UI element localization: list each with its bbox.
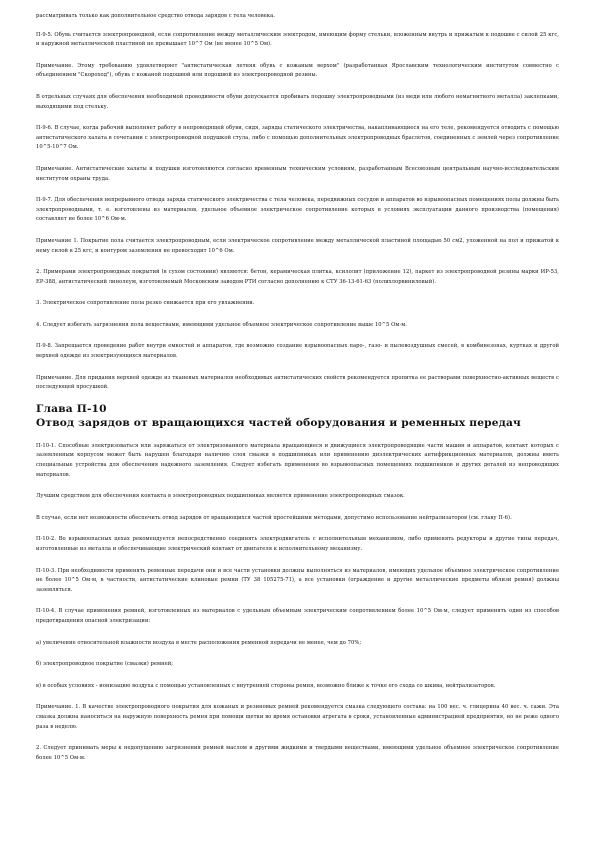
paragraph: В отдельных случаях для обеспечения необходимой проводимости обуви допускается пробивать подошву электропроводными (из меди или любого немагнитного металла) заклепками, выходящими под стельку. [36, 93, 559, 110]
paragraph: Примечание 1. Покрытие пола считается электропроводным, если электрическое сопротивление между металлической пластиной площадью 50 см2, уложенной на пол и прижатой к нему силой в 25 кгс, и контуром заземления не превосходит 10^6 Ом. [36, 237, 559, 254]
paragraph: 2. Следует принимать меры к недопущению загрязнения ремней маслом и другими жидкими и твердыми веществами, имеющими удельное объемное электрическое сопротивление более 10^5 Ом·м. [36, 745, 559, 761]
paragraph: 4. Следует избегать загрязнения пола веществами, имеющими удельное объемное электрическое сопротивление выше 10^5 Ом·м. [36, 321, 407, 328]
paragraph: П-10-3. При необходимости применять ременные передачи они и все части установки должны выполняться из материалов, имеющих удельное объемное электрическое сопротивление не более 10^5 Ом·м, в частности, антистатические клиновые ремни (ТУ 38 105275-71), а все установки (ограждение и другие металлические предметы вблизи ремня) должны заземляться. [36, 567, 559, 593]
paragraph: Примечание. Антистатические халаты и подушки изготовляются согласно временным техническим условиям, разработанным Всесоюзным центральным научно-исследовательским институтом охраны труда. [36, 165, 559, 182]
paragraph: Примечание. Для придания верхней одежде из тканевых материалов необходимых антистатических свойств рекомендуется пропитка ее растворами поверхностно-активных веществ с последующей просушкой. [36, 374, 559, 391]
paragraph: П-10-4. В случае применения ремней, изготовленных из материалов с удельным объемным электрическим сопротивлением более 10^5 Ом·м, следует применять один из способов предотвращения опасной электризации: [36, 608, 559, 624]
paragraph: П-9-7. Для обеспечения непрерывного отвода заряда статического электричества с тела человека, передвижных сосудов и аппаратов во взрывоопасных помещениях полы должны быть электропроводными, т. е. изготовлены из материалов, удельное объемное электрическое сопротивление которых в условиях эксплуатации данного производства (помещения) составляет не более 10^6 Ом·м. [36, 197, 559, 223]
paragraph: 3. Электрическое сопротивление пола резко снижается при его увлажнении. [36, 300, 255, 307]
paragraph: П-9-8. Запрещается проведение работ внутри емкостей и аппаратов, где возможно создание взрывоопасных паро-, газо- и пылевоздушных смесей, в комбинезонах, куртках и другой верхней одежде из электризующихся материалов. [36, 343, 559, 360]
paragraph: Лучшим средством для обеспечения контакта в электропроводных подшипниках является применение электропроводных смазок. [36, 493, 405, 500]
paragraph: Примечание. Этому требованию удовлетворяет "антистатическая летняя обувь с кожаным верхом" (разработанная Ярославским технологическим институтом совместно с объединением "Скороход"), обувь с кожаной подошвой или подошвой из электропроводной резины. [36, 62, 559, 79]
paragraph: в) в особых условиях - ионизацию воздуха с помощью установленных с внутренней стороны ремня, возможно ближе к точке его схода со шкива, нейтрализаторов. [36, 682, 496, 689]
paragraph: П-10-2. Во взрывоопасных цехах рекомендуется непосредственно соединять электродвигатель с исполнительным механизмом, либо применять редукторы и другие типы передач, изготовленные из металла и обеспечивающие электрический контакт от двигателя к исполнительному механизму. [36, 536, 559, 552]
chapter-number: Глава П-10 [36, 402, 107, 415]
paragraph: П-9-5. Обувь считается электропроводной, если сопротивление между металлическим электродом, имеющим форму стельки, вложенным внутрь и прижатым к подошве с силой 25 кгс, и наружной металлической пластиной не превышает 10^7 Ом (не менее 10^5 Ом). [36, 31, 559, 48]
paragraph: 2. Примерами электропроводных покрытий (в сухом состоянии) являются: бетон, керамическая плитка, ксилолит (приложение 12), паркет из электропроводной резины марки ИР-53, ЕР-388, антистатический линолеум, изготовляемый Московским заводом РТИ согласно дополнению к СТУ 36-13-61-63 (полихлорвиниловый). [36, 269, 559, 285]
paragraph: П-9-6. В случае, когда рабочий выполняет работу в непроводящей обуви, сидя, заряды статического электричества, накапливающиеся на его теле, рекомендуется отводить с помощью антистатического халата в сочетании с электропроводной подушкой стула, либо с помощью дополнительных электропроводных браслетов, соединенных с землей через сопротивление 10^5-10^7 Ом. [36, 125, 559, 151]
paragraph: а) увеличение относительной влажности воздуха в месте расположения ременной передачи не менее, чем до 70%; [36, 639, 362, 646]
paragraph: б) электропроводное покрытие (смазки) ремней; [36, 661, 174, 668]
paragraph: Примечание. 1. В качестве электропроводного покрытия для кожаных и резиновых ремней рекомендуется смазка следующего состава: на 100 вес. ч. глицерина 40 вес. ч. сажи. Эта смазка должна наноситься на наружную поверхность ремня при помощи щетки во время остановки агрегата в сроки, установленные администрацией предприятия, но не реже одного раза в неделю. [36, 704, 559, 730]
chapter-title: Отвод зарядов от вращающихся частей оборудования и ременных передач [36, 416, 522, 429]
paragraph: рассматривать только как дополнительное средство отвода зарядов с тела человека. [36, 13, 275, 19]
paragraph: В случае, если нет возможности обеспечить отвод зарядов от вращающихся частей простейшими методами, допустимо использование нейтрализаторов (см. главу П-6). [36, 514, 512, 521]
paragraph: П-10-1. Способные электризоваться или заряжаться от электризованного материала вращающиеся и движущиеся электропроводящие части машин и аппаратов, контакт которых с заземленным корпусом может быть нарушен благодаря наличию слоя смазки в подшипниках или применению диэлектрических антифрикционных материалов, должны иметь специальные устройства для обеспечения надежного заземления. Следует избегать применения во взрывоопасных помещениях подшипников и других деталей из непроводящих материалов. [36, 442, 559, 478]
